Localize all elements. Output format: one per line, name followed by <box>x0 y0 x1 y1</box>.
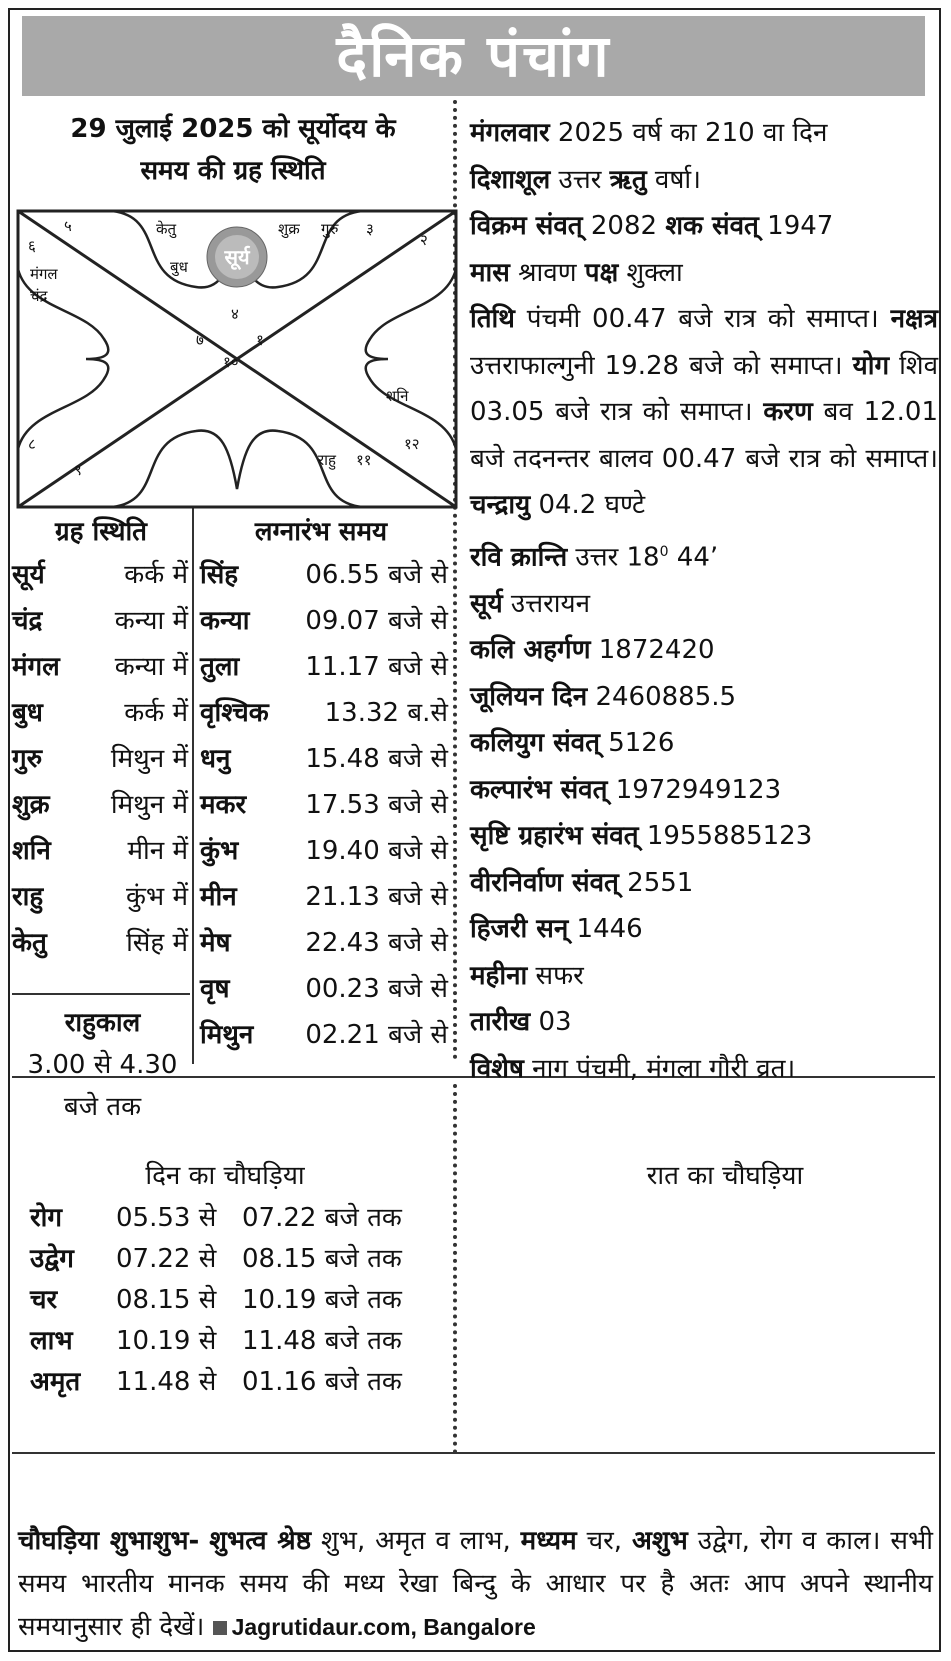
lagna-row <box>200 966 448 1012</box>
julian-line <box>470 674 938 721</box>
choghadiya-name: चर <box>30 1285 58 1315</box>
graha-row <box>12 598 188 644</box>
house-7: ७ <box>196 331 204 349</box>
house-10: १० <box>223 353 239 371</box>
house-12: १२ <box>404 435 420 453</box>
rahukaal-time: 3.00 से 4.30 <box>27 1050 178 1080</box>
house-6: ६ <box>28 237 36 255</box>
bottom-column-divider <box>453 1084 457 1454</box>
din-choghadiya-row <box>30 1239 440 1279</box>
vikram-label: विक्रम संवत् <box>470 211 583 241</box>
graha-rashi: कर्क में <box>124 560 188 590</box>
footer-note <box>18 1520 933 1649</box>
house-2: २ <box>420 231 428 249</box>
surya-line <box>470 581 938 628</box>
chart-heading-line1: 29 जुलाई 2025 को सूर्योदय के <box>70 114 396 144</box>
yog-label: योग <box>852 350 890 381</box>
footer-label-choghadiya: चौघड़िया शुभाशुभ- <box>18 1526 200 1556</box>
graha-row <box>12 644 188 690</box>
din-choghadiya-row <box>30 1321 440 1361</box>
graha-row <box>12 828 188 874</box>
nakshatra-label: नक्षत्र <box>890 304 938 334</box>
vikram-value: 2082 <box>590 211 658 241</box>
veer-value: 2551 <box>627 867 694 898</box>
lagna-time: 13.32 ब.से <box>324 698 448 728</box>
house-4: ४ <box>231 305 239 323</box>
banner-title: दैनिक पंचांग <box>22 16 925 96</box>
lagna-name: तुला <box>200 652 240 682</box>
lagna-name: कुंभ <box>200 836 239 866</box>
hijri-value: 1446 <box>576 914 643 945</box>
mahina-label: महीना <box>470 960 528 991</box>
graha-name: राहु <box>12 882 44 912</box>
mahina-value: सफर <box>535 960 584 991</box>
tarikh-label: तारीख <box>470 1007 531 1038</box>
samvat-line <box>470 203 938 250</box>
hijri-label: हिजरी सन् <box>470 914 569 945</box>
shak-value: 1947 <box>767 211 834 241</box>
choghadiya-from: 08.15 से <box>116 1285 217 1315</box>
lagna-row <box>200 1012 448 1058</box>
kalparambh-label: कल्पारंभ संवत् <box>470 774 608 805</box>
tarikh-value: 03 <box>538 1007 572 1038</box>
surya-label: सूर्य <box>470 588 503 619</box>
choghadiya-name: अमृत <box>30 1367 81 1397</box>
surya-value: उत्तरायन <box>510 588 591 619</box>
ravi-kranti-degree: 0 <box>659 543 669 560</box>
lagnarambh-title: लग्नारंभ समय <box>254 517 388 547</box>
dishashool-label: दिशाशूल <box>470 164 551 195</box>
planet-ketu: केतु <box>156 220 177 238</box>
graha-rahu-divider <box>12 993 190 995</box>
rahukaal-box <box>10 1002 195 1128</box>
house-3: ३ <box>366 220 374 238</box>
julian-value: 2460885.5 <box>595 681 737 712</box>
rahukaal-suffix: बजे तक <box>63 1092 142 1122</box>
graha-row <box>12 874 188 920</box>
planet-mangal: मंगल <box>30 265 58 283</box>
var-line <box>470 110 938 157</box>
vishesh-value: नाग पंचमी, मंगला गौरी व्रत। <box>532 1053 796 1084</box>
brand-credit <box>213 1614 536 1640</box>
choghadiya-from: 05.53 से <box>116 1203 217 1233</box>
kundli-chart <box>16 209 458 509</box>
footer-text-char: चर, <box>586 1526 623 1556</box>
shak-label: शक संवत् <box>665 211 759 241</box>
maas-line <box>470 250 938 297</box>
lagna-row <box>200 644 448 690</box>
chandrayu-label: चन्द्रायु <box>470 490 531 520</box>
chart-heading-line2: समय की ग्रह स्थिति <box>140 156 326 186</box>
tithi-label: तिथि <box>470 304 515 334</box>
ritu-label: ऋतु <box>609 164 647 195</box>
planet-rahu: राहु <box>318 451 336 469</box>
footer-text-rest: उद्वेग, रोग व काल। सभी समय भारतीय मानक समय की मध्य रेखा बिन्दु के आधार पर है अतः आप अपने स्थानीय समयानुसार ही देखें। <box>18 1526 933 1642</box>
lagna-time: 21.13 बजे से <box>305 882 448 912</box>
ravi-kranti-line <box>470 529 938 581</box>
lagna-row <box>200 782 448 828</box>
karan-label: करण <box>763 397 813 427</box>
choghadiya-from: 11.48 से <box>116 1367 217 1397</box>
paksh-value: शुक्ला <box>626 257 683 288</box>
lagna-row <box>200 598 448 644</box>
house-8: ८ <box>28 435 36 453</box>
kaliyug-line <box>470 720 938 767</box>
lagna-time: 00.23 बजे से <box>305 974 448 1004</box>
brand-text: Jagrutidaur.com, Bangalore <box>231 1614 536 1640</box>
choghadiya-to: 08.15 बजे तक <box>242 1244 402 1274</box>
veer-line <box>470 860 938 907</box>
planet-shani: शनि <box>386 387 409 405</box>
graha-row <box>12 690 188 736</box>
kali-line <box>470 627 938 674</box>
graha-name: सूर्य <box>12 560 45 590</box>
graha-lagna-divider <box>192 508 194 1064</box>
planet-surya: सूर्य <box>224 245 250 269</box>
nakshatra-value: उत्तराफाल्गुनी 19.28 बजे को समाप्त। <box>470 350 843 381</box>
tarikh-line <box>470 999 938 1046</box>
maas-label: मास <box>470 257 510 288</box>
din-choghadiya-title: दिन का चौघड़िया <box>145 1161 305 1191</box>
graha-name: मंगल <box>12 652 60 682</box>
choghadiya-name: उद्वेग <box>30 1244 74 1274</box>
din-choghadiya-row <box>30 1362 440 1402</box>
karan-value: बव 12.01 बजे तदनन्तर बालव 00.47 बजे रात्र को समाप्त। <box>470 397 939 474</box>
graha-row <box>12 552 188 598</box>
lagna-row <box>200 920 448 966</box>
vishesh-line <box>470 1046 938 1093</box>
lagna-name: मिथुन <box>200 1020 254 1050</box>
chandrayu-value: 04.2 घण्टे <box>538 490 646 520</box>
graha-name: चंद्र <box>12 606 43 636</box>
lagna-row <box>200 828 448 874</box>
choghadiya-to: 01.16 बजे तक <box>242 1367 402 1397</box>
planet-budh: बुध <box>170 258 188 276</box>
planet-chandra: चंद्र <box>30 287 48 305</box>
graha-name: शनि <box>12 836 51 866</box>
lagna-name: मीन <box>200 882 237 912</box>
chart-heading <box>18 108 448 192</box>
vishesh-label: विशेष <box>470 1053 524 1084</box>
planet-shukra: शुक्र <box>278 220 300 238</box>
choghadiya-to: 07.22 बजे तक <box>242 1203 402 1233</box>
graha-rashi: कुंभ में <box>125 882 188 912</box>
yog-value: शिव 03.05 बजे रात्र को समाप्त। <box>470 350 939 427</box>
house-1: १ <box>256 331 264 349</box>
graha-name: केतु <box>12 928 47 958</box>
var-text: 2025 वर्ष का 210 वा दिन <box>557 118 828 148</box>
julian-label: जूलियन दिन <box>470 681 588 712</box>
choghadiya-to: 10.19 बजे तक <box>242 1285 402 1315</box>
brand-square-icon <box>213 1621 227 1635</box>
ravi-kranti-minutes: 44’ <box>676 542 719 573</box>
house-11: ११ <box>356 451 372 469</box>
lagna-time: 17.53 बजे से <box>305 790 448 820</box>
lagna-name: वृश्चिक <box>200 698 269 728</box>
din-choghadiya-row <box>30 1280 440 1320</box>
din-choghadiya-row <box>30 1198 440 1238</box>
panchang-details <box>470 110 938 1092</box>
veer-label: वीरनिर्वाण संवत् <box>470 867 619 898</box>
raat-choghadiya-title: रात का चौघड़िया <box>646 1161 804 1191</box>
graha-sthiti-title: ग्रह स्थिति <box>54 517 148 547</box>
tithi-value: पंचमी 00.47 बजे रात्र को समाप्त। <box>526 304 879 334</box>
kalparambh-value: 1972949123 <box>615 774 782 805</box>
ravi-kranti-value: उत्तर 18 <box>575 542 660 573</box>
graha-rashi: मिथुन में <box>110 744 188 774</box>
rahukaal-title: राहुकाल <box>64 1008 141 1038</box>
dishashool-value: उत्तर <box>558 164 602 195</box>
lagna-row <box>200 552 448 598</box>
lagna-row <box>200 690 448 736</box>
lagna-name: कन्या <box>200 606 250 636</box>
kaliyug-label: कलियुग संवत् <box>470 728 600 759</box>
footer-label-shubhatva: शुभत्व श्रेष्ठ <box>209 1526 312 1556</box>
footer-label-madhyam: मध्यम <box>520 1526 577 1556</box>
footer-text-shubh: शुभ, अमृत व लाभ, <box>320 1526 511 1556</box>
lagna-name: वृष <box>200 974 230 1004</box>
lagna-row <box>200 736 448 782</box>
mahina-line <box>470 953 938 1000</box>
maas-value: श्रावण <box>518 257 577 288</box>
graha-rashi: कर्क में <box>124 698 188 728</box>
kalparambh-line <box>470 767 938 814</box>
lagna-time: 22.43 बजे से <box>305 928 448 958</box>
kali-value: 1872420 <box>598 635 715 666</box>
choghadiya-name: लाभ <box>30 1326 73 1356</box>
footer-label-ashubh: अशुभ <box>631 1526 688 1556</box>
graha-rashi: सिंह में <box>126 928 188 958</box>
footer-divider <box>12 1452 935 1454</box>
graha-row <box>12 736 188 782</box>
graha-name: बुध <box>12 698 43 728</box>
graha-rashi: मीन में <box>127 836 188 866</box>
tithi-paragraph <box>470 296 938 529</box>
dishashool-line <box>470 157 938 204</box>
graha-rashi: कन्या में <box>114 606 188 636</box>
lagna-name: धनु <box>200 744 231 774</box>
graha-row <box>12 782 188 828</box>
graha-row <box>12 920 188 966</box>
ritu-value: वर्षा। <box>654 164 701 195</box>
lagna-time: 02.21 बजे से <box>305 1020 448 1050</box>
srishti-label: सृष्टि ग्रहारंभ संवत् <box>470 821 639 852</box>
house-9: ९ <box>74 461 82 479</box>
lagna-time: 09.07 बजे से <box>305 606 448 636</box>
paksh-label: पक्ष <box>584 257 619 288</box>
graha-rashi: कन्या में <box>114 652 188 682</box>
kali-label: कलि अहर्गण <box>470 635 591 666</box>
choghadiya-from: 10.19 से <box>116 1326 217 1356</box>
choghadiya-name: रोग <box>30 1203 63 1233</box>
ravi-kranti-label: रवि क्रान्ति <box>470 542 568 573</box>
graha-rashi: मिथुन में <box>110 790 188 820</box>
graha-name: शुक्र <box>12 790 50 820</box>
lagna-time: 15.48 बजे से <box>305 744 448 774</box>
lagna-time: 19.40 बजे से <box>305 836 448 866</box>
choghadiya-from: 07.22 से <box>116 1244 217 1274</box>
lagna-name: सिंह <box>200 560 239 590</box>
lagna-name: मेष <box>200 928 231 958</box>
lagna-time: 11.17 बजे से <box>305 652 448 682</box>
lagna-row <box>200 874 448 920</box>
choghadiya-to: 11.48 बजे तक <box>242 1326 402 1356</box>
var-label: मंगलवार <box>470 118 550 148</box>
kaliyug-value: 5126 <box>608 728 675 759</box>
srishti-value: 1955885123 <box>646 821 813 852</box>
lagna-time: 06.55 बजे से <box>305 560 448 590</box>
hijri-line <box>470 906 938 953</box>
kundli-lotus-right <box>366 269 456 449</box>
graha-name: गुरु <box>12 744 43 774</box>
house-5: ५ <box>64 217 72 235</box>
srishti-line <box>470 813 938 860</box>
planet-guru: गुरु <box>321 220 339 238</box>
lagna-name: मकर <box>200 790 247 820</box>
